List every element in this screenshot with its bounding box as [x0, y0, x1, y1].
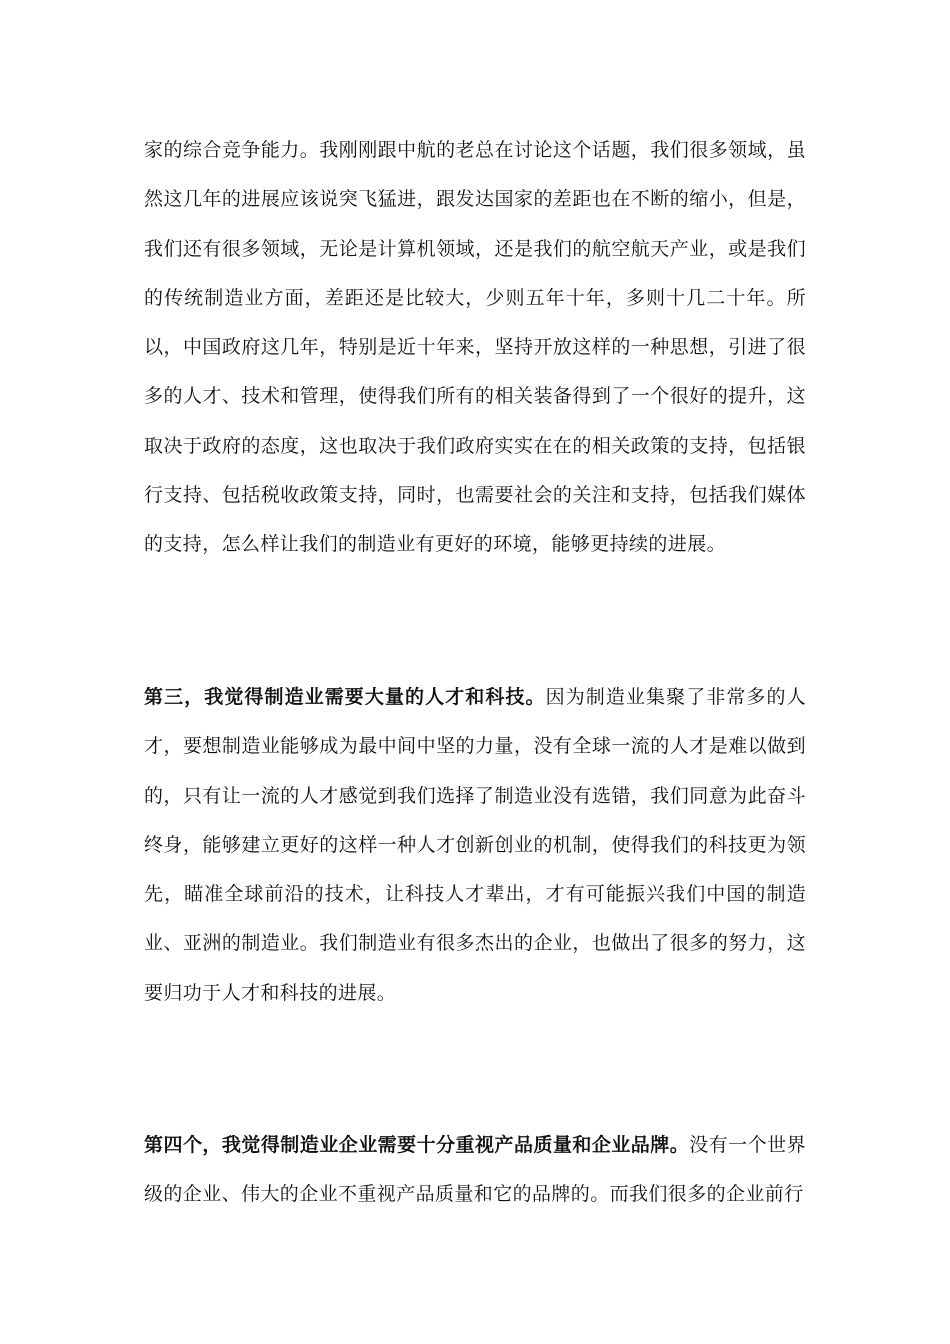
- paragraph-lead: 第三，我觉得制造业需要大量的人才和科技。: [144, 686, 546, 708]
- paragraph-lead: 第四个，我觉得制造业企业需要十分重视产品质量和企业品牌。: [144, 1134, 690, 1156]
- paragraph-body: 没有一个世界级的企业、伟大的企业不重视产品质量和它的品牌的。而我们很多的企业前行: [144, 1134, 806, 1206]
- paragraph-body: 家的综合竞争能力。我刚刚跟中航的老总在讨论这个话题，我们很多领域，虽然这几年的进展应该说突飞猛进，跟发达国家的差距也在不断的缩小，但是，我们还有很多领域，无论是计算机领域，还是我们的航空航天产业，或是我们的传统制造业方面，差距还是比较大，少则五年十年，多则十几二十年。所以，中国政府这几年，特别是近十年来，坚持开放这样的一种思想，引进了很多的人才、技术和管理，使得我们所有的相关装备得到了一个很好的提升，这取决于政府的态度，这也取决于我们政府实实在在的相关政策的支持，包括银行支持、包括税收政策支持，同时，也需要社会的关注和支持，包括我们媒体的支持，怎么样让我们的制造业有更好的环境，能够更持续的进展。: [144, 139, 806, 556]
- paragraph-talent-technology: [144, 673, 806, 1018]
- paragraph-body: 因为制造业集聚了非常多的人才，要想制造业能够成为最中间中坚的力量，没有全球一流的人才是难以做到的，只有让一流的人才感觉到我们选择了制造业没有选错，我们同意为此奋斗终身，能够建立更好的这样一种人才创新创业的机制，使得我们的科技更为领先，瞄准全球前沿的技术，让科技人才辈出，才有可能振兴我们中国的制造业、亚洲的制造业。我们制造业有很多杰出的企业，也做出了很多的努力，这要归功于人才和科技的进展。: [144, 686, 806, 1004]
- paragraph-competitiveness: [144, 126, 806, 570]
- paragraph-quality-brand: [144, 1121, 806, 1220]
